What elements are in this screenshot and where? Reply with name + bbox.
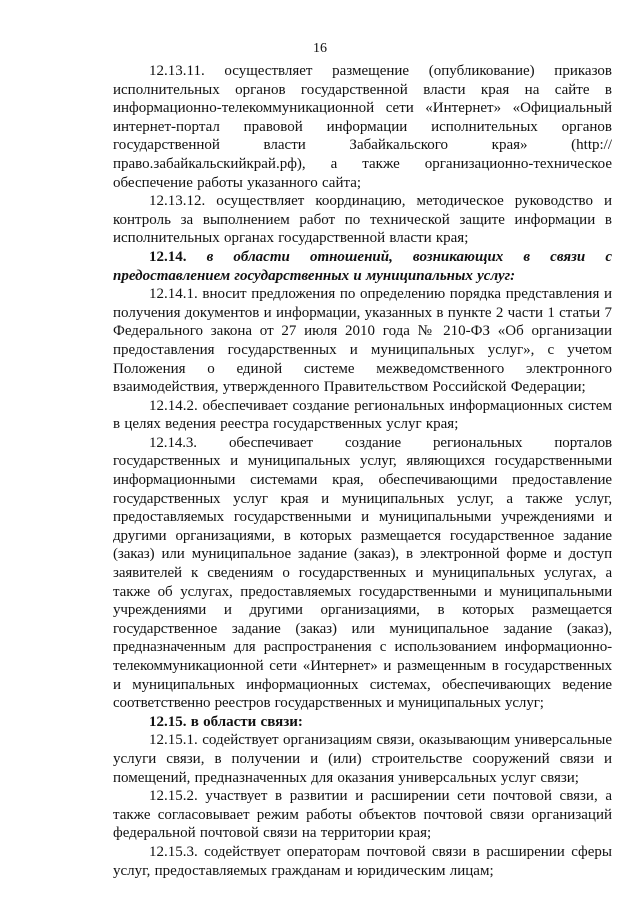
paragraph-12-14-2: 12.14.2. обеспечивает создание региональных информационных систем в целях ведения реестра государственных услуг края;	[113, 397, 612, 433]
paragraph-12-13-11: 12.13.11. осуществляет размещение (опубликование) приказов исполнительных органов государственной власти края на сайте в информационно-телекоммуникационной сети «Интернет» «Официальный интернет-портал правовой информации исполнительных органов государственной власти Забайкальского края» (http://право.забайкальскийкрай.рф), а также организационно-техническое обеспечение работы указанного сайта;	[113, 63, 612, 191]
paragraph-12-15-1: 12.15.1. содействует организациям связи, оказывающим универсальные услуги связи, в получении и (или) строительстве сооружений связи и помещений, предназначенных для оказания универсальных услуг связи;	[113, 732, 612, 786]
paragraph-12-15-2: 12.15.2. участвует в развитии и расширении сети почтовой связи, а также согласовывает режим работы объектов почтовой связи организаций федеральной почтовой связи на территории края;	[113, 788, 612, 842]
paragraph-12-13-12: 12.13.12. осуществляет координацию, методическое руководство и контроль за выполнением работ по технической защите информации в исполнительных органах государственной власти края;	[113, 193, 612, 247]
section-heading-text: в области отношений, возникающих в связи с предоставлением государственных и муниципальных услуг:	[113, 248, 612, 284]
section-heading-12-14	[113, 248, 612, 285]
paragraph-12-14-3: 12.14.3. обеспечивает создание региональных порталов государственных и муниципальных услуг, являющихся государственными информационными системами края, обеспечивающими предоставление государственных услуг края и муниципальных услуг, а также услуг, предоставляемых государственными и муниципальными учреждениями и другими организациями, в которых размещается государственное задание (заказ) или муниципальное задание (заказ), в электронной форме и доступ заявителей к сведениям о государственных и муниципальных услугах, а также об услугах, предоставляемых государственными и муниципальными учреждениями и другими организациями, в которых размещается государственное задание (заказ) или муниципальное задание (заказ), предназначенным для распространения с использованием информационно-телекоммуникационной сети «Интернет» и размещенным в государственных и муниципальных информационных системах, обеспечивающих ведение соответственно реестров государственных и муниципальных услуг;	[113, 434, 612, 712]
document-body	[113, 62, 612, 880]
section-heading-12-15: 12.15. в области связи:	[149, 713, 303, 730]
section-number: 12.14.	[149, 248, 187, 265]
paragraph-12-14-1: 12.14.1. вносит предложения по определению порядка представления и получения документов и информации, указанных в пункте 2 части 1 статьи 7 Федерального закона от 27 июля 2010 года № 210-ФЗ «Об организации предоставления государственных и муниципальных услуг», с учетом Положения о единой системе межведомственного электронного взаимодействия, утвержденного Правительством Российской Федерации;	[113, 286, 612, 396]
page-number: 16	[313, 41, 327, 56]
paragraph-12-15-3: 12.15.3. содействует операторам почтовой связи в расширении сферы услуг, предоставляемых гражданам и юридическим лицам;	[113, 843, 612, 879]
